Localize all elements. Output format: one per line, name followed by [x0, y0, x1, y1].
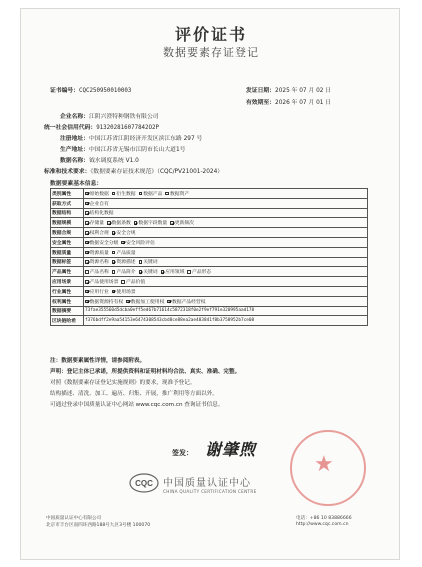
row-content	[84, 237, 368, 247]
row-header: 数据质量	[51, 247, 84, 257]
option-label: 原始数据	[89, 191, 109, 197]
standard-label: 标准和技术要求：	[44, 169, 91, 175]
row-content: f376bdff2e9aa54153e6474308543cbd8ce88ea2ae483841f8b3758952b7ce08	[84, 316, 368, 326]
option-label: 权利合规	[89, 231, 109, 237]
data-name-value: 钺水调度系统 V1.0	[89, 158, 139, 164]
checked-box-icon	[85, 202, 89, 206]
issue-date-row	[246, 85, 331, 94]
data-name-row	[60, 155, 139, 164]
company-label: 企业名称：	[60, 114, 89, 120]
checked-box-icon	[134, 221, 138, 225]
checked-box-icon	[85, 251, 89, 255]
row-header: 类别属性	[51, 189, 84, 199]
unchecked-box-icon	[139, 192, 143, 196]
option-label: 数据资产	[169, 191, 190, 197]
checkbox-option	[112, 268, 136, 275]
option-label: 存储量	[89, 221, 104, 227]
unchecked-box-icon	[121, 280, 125, 284]
company-value: 江阴兴澄特种钢铁有限公司	[89, 114, 159, 120]
checked-box-icon	[107, 221, 111, 225]
checkbox-option	[85, 298, 123, 305]
table-row	[51, 296, 368, 306]
checked-box-icon	[112, 260, 116, 264]
checked-box-icon	[161, 270, 165, 274]
option-label: 资源描述	[116, 260, 136, 266]
option-label: 产品简介	[116, 270, 136, 276]
option-label: 数据安全分级	[89, 240, 119, 246]
option-label: 安全风险评估	[125, 240, 155, 246]
unchecked-box-icon	[85, 270, 89, 274]
option-label: 衍生数据	[116, 191, 136, 197]
seal-star-icon: ★	[314, 452, 334, 477]
option-label: 产品名称	[89, 270, 109, 276]
row-header: 安全属性	[51, 237, 84, 247]
row-header: 数据摘要	[51, 306, 84, 316]
unchecked-box-icon	[139, 260, 143, 264]
checked-box-icon	[167, 300, 171, 304]
row-content	[84, 296, 368, 306]
cert-no-row	[50, 85, 131, 94]
table-row	[51, 247, 368, 257]
option-label: 关键词	[143, 270, 158, 276]
checked-box-icon	[85, 211, 89, 215]
row-header: 权利属性	[51, 296, 84, 306]
checkbox-option	[112, 249, 136, 256]
row-header: 数据标签	[51, 257, 84, 267]
row-header: 区块链哈希	[51, 316, 84, 326]
table-row	[51, 316, 368, 326]
checked-box-icon	[85, 192, 89, 196]
option-label: 数据字段数量	[138, 221, 168, 227]
footer-address: 北京市丰台区南四环西路188号九区3号楼 100070	[46, 523, 151, 528]
checked-box-icon	[85, 231, 89, 235]
option-label: 产品质量	[116, 250, 136, 256]
checked-box-icon	[121, 241, 125, 245]
checkbox-option	[161, 268, 185, 275]
checkbox-option	[112, 229, 136, 236]
row-content	[84, 257, 368, 267]
reg-address-label: 注册地址：	[60, 136, 89, 142]
option-label: 使用场景	[116, 289, 136, 295]
checkbox-option	[112, 288, 136, 295]
row-content	[84, 286, 368, 296]
cqc-logo-icon	[129, 473, 159, 493]
checkbox-option	[170, 219, 194, 226]
row-header: 数据结构	[51, 208, 84, 218]
company-row	[60, 111, 159, 120]
checked-box-icon	[85, 260, 89, 264]
row-content	[84, 247, 368, 257]
option-label: 结构化数据	[89, 211, 114, 217]
checkbox-option	[139, 190, 163, 197]
option-label: 资源质量	[89, 250, 109, 256]
row-header: 行业属性	[51, 286, 84, 296]
checkbox-option	[85, 190, 109, 197]
note-line-4: 结构描述、清洗、加工、遍历、归集、开展，推广利用等方面以外。	[50, 391, 218, 397]
checkbox-option	[112, 190, 136, 197]
prod-address-value: 中国江苏省无锡市江阴市长山大道1号	[89, 147, 186, 153]
checkbox-option	[85, 249, 109, 256]
expire-date-label: 有效期至：	[246, 100, 275, 106]
option-label: 更新频次	[174, 221, 194, 227]
row-header: 应用场景	[51, 277, 84, 287]
checkbox-option	[85, 278, 118, 285]
checked-box-icon	[139, 270, 143, 274]
prod-address-label: 生产地址：	[60, 147, 89, 153]
expire-date-value: 2026 年 07 月 01 日	[275, 100, 332, 106]
signature-label: 签发：	[172, 449, 193, 457]
standard-row	[44, 166, 223, 175]
credit-code-row	[44, 122, 159, 131]
cert-no-label: 证书编号：	[50, 88, 79, 94]
expire-date-row	[246, 97, 331, 106]
checkbox-option	[112, 258, 136, 265]
checkbox-option	[167, 298, 205, 305]
row-header: 数据合规	[51, 228, 84, 238]
unchecked-box-icon	[112, 270, 116, 274]
footer-website: http://www.cqc.com.cn	[296, 522, 349, 527]
checkbox-option	[126, 298, 164, 305]
option-label: 资源名称	[89, 260, 109, 266]
issue-date-label: 发证日期：	[246, 88, 275, 94]
checkbox-option	[85, 229, 109, 236]
checked-box-icon	[85, 300, 89, 304]
footer-company: 中国质量认证中心有限公司	[46, 516, 102, 521]
checkbox-option	[121, 278, 145, 285]
checked-box-icon	[85, 241, 89, 245]
signature: 谢肇煦	[205, 440, 257, 459]
checkbox-option	[187, 268, 211, 275]
note-line-3: 对照《数据要素存证登记实施规则》的要求，现准予登记。	[50, 380, 196, 386]
checkbox-option	[165, 190, 189, 197]
option-label: 数据加工使用权	[130, 299, 165, 305]
table-row	[51, 257, 368, 267]
org-name-en: CHINA QUALITY CERTIFICATION CENTRE	[163, 489, 257, 494]
certificate-subtitle: 数据要素存证登记	[163, 46, 259, 59]
row-content	[84, 267, 368, 277]
row-header: 数据规模	[51, 218, 84, 228]
checkbox-option	[85, 200, 109, 207]
credit-code-label: 统一社会信用代码：	[44, 125, 97, 131]
row-content	[84, 189, 368, 199]
option-label: 数据资源持有权	[89, 299, 124, 305]
note-line-2: 声明：登记主体已承诺，所提供资料和证明材料均合法、真实、准确、完整。	[50, 369, 241, 375]
unchecked-box-icon	[187, 270, 191, 274]
prod-address-row	[60, 144, 185, 153]
cert-no-value: CQC250950010003	[79, 88, 132, 94]
row-content	[84, 277, 368, 287]
table-row	[51, 286, 368, 296]
checkbox-option	[85, 258, 109, 265]
row-content	[84, 218, 368, 228]
option-label: 数据产品经营权	[171, 299, 206, 305]
option-label: 应用领域	[165, 270, 185, 276]
checked-box-icon	[85, 290, 89, 294]
checkbox-option	[107, 219, 131, 226]
table-row	[51, 208, 368, 218]
checked-box-icon	[85, 280, 89, 284]
row-header: 产品属性	[51, 267, 84, 277]
unchecked-box-icon	[112, 192, 116, 196]
option-label: 安全合规	[116, 231, 136, 237]
row-content	[84, 198, 368, 208]
unchecked-box-icon	[165, 192, 169, 196]
checked-box-icon	[112, 231, 116, 235]
checkbox-option	[139, 268, 158, 275]
unchecked-box-icon	[112, 251, 116, 255]
option-label: 数据产品	[143, 191, 163, 197]
issue-date-value: 2025 年 07 月 02 日	[275, 88, 332, 94]
note-line-1: 注：数据要素属性详情，请参阅附表。	[50, 358, 146, 364]
credit-code-value: 913202816077842O2P	[96, 125, 160, 131]
option-label: 企业自有	[89, 201, 109, 207]
table-row	[51, 306, 368, 316]
note-line-5: 可通过登录中国质量认证中心网站 www.cqc.com.cn 查询证书信息。	[50, 402, 224, 408]
info-label: 数据要素基本信息：	[50, 181, 103, 187]
checkbox-option	[85, 288, 109, 295]
option-label: 应用行业	[89, 289, 109, 295]
checkbox-option	[139, 258, 158, 265]
checked-box-icon	[126, 300, 130, 304]
row-content	[84, 208, 368, 218]
footer-phone: 电话：+86 10 83886666	[296, 516, 352, 521]
checkbox-option	[85, 239, 118, 246]
table-row	[51, 277, 368, 287]
option-label: 产品使用场景	[89, 280, 119, 286]
table-row	[51, 237, 368, 247]
info-label-row	[50, 178, 102, 187]
checked-box-icon	[112, 290, 116, 294]
row-content	[84, 228, 368, 238]
table-row	[51, 267, 368, 277]
reg-address-value: 中国江苏省江阴经济开发区滨江东路 297 号	[89, 136, 203, 142]
checkbox-option	[85, 209, 114, 216]
option-label: 产品价值	[125, 280, 146, 286]
row-header: 获取方式	[51, 198, 84, 208]
certificate-title: 评价证书	[174, 25, 247, 44]
org-name-cn: 中国质量认证中心	[163, 478, 251, 489]
table-row	[51, 218, 368, 228]
table-row	[51, 228, 368, 238]
option-label: 数据条数	[111, 221, 131, 227]
standard-value: 《数据要素存证技术规范》（CQC/PV21001-2024）	[90, 169, 224, 175]
checked-box-icon	[170, 221, 174, 225]
data-attributes-table	[50, 188, 368, 326]
option-label: 产品形态	[191, 270, 212, 276]
data-name-label: 数据名称：	[60, 158, 89, 164]
checkbox-option	[134, 219, 167, 226]
reg-address-row	[60, 133, 202, 142]
checkbox-option	[85, 219, 104, 226]
table-row	[51, 198, 368, 208]
checked-box-icon	[85, 221, 89, 225]
option-label: 关键词	[143, 260, 158, 266]
checkbox-option	[121, 239, 154, 246]
table-row	[51, 189, 368, 199]
row-content: 73fae355560d5dcba0eff5ed67b71614c5872318f0e2f9ef791e320995aad178	[84, 306, 368, 316]
checkbox-option	[85, 268, 109, 275]
svg-text:CQC: CQC	[135, 479, 153, 488]
